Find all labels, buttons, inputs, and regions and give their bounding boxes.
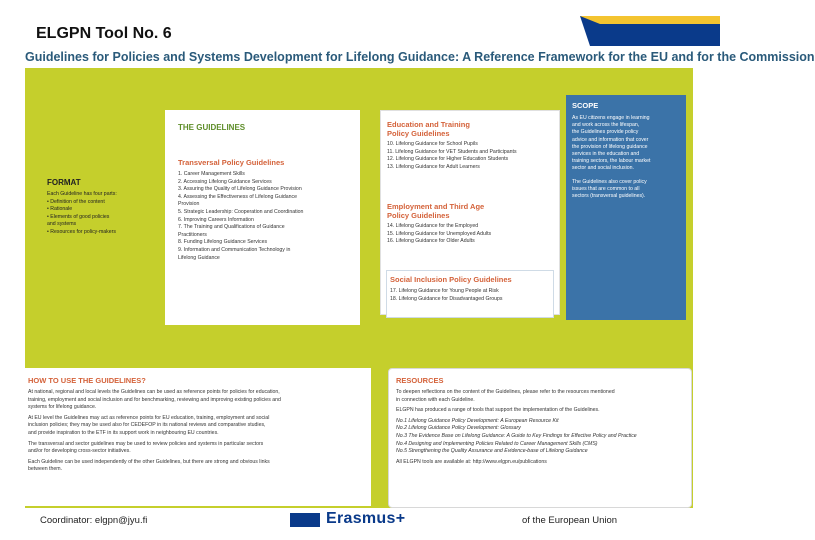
text-line: advice and information that cover [572,136,649,143]
text-line: sectors (transversal guidelines). [572,193,646,200]
text-line: and provide inspiration to the ETF in its support work in neighbouring EU countries. [28,429,219,436]
list-item: and systems [47,221,77,228]
guidelines-content [178,123,353,262]
text-line: No.3 The Evidence Base on Lifelong Guidance: A Guide to Key Findings for Effective Policy and Practice [396,432,637,439]
list-item: 1. Career Management Skills [178,171,245,177]
education-heading-2: Policy Guidelines [387,129,450,138]
how-to-use-text [28,389,368,474]
erasmus-logo [290,510,450,530]
education-section [387,120,557,171]
list-item: 18. Lifelong Guidance for Disadvantaged Groups [390,295,503,302]
list-item: • Resources for policy-makers [47,228,116,235]
list-item: 7. The Training and Qualifications of Guidance [178,224,285,231]
list-item: • Elements of good policies [47,213,110,220]
employment-section [387,202,557,246]
text-line: between them. [28,466,63,473]
text-line: the Guidelines provide policy [572,129,639,136]
list-item: 6. Improving Careers Information [178,216,254,223]
list-item: 15. Lifelong Guidance for Unemployed Adults [387,230,492,237]
list-item: Provision [178,201,200,208]
text-line: The Guidelines also cover policy [572,178,647,185]
list-item: 4. Assessing the Effectiveness of Lifelong Guidance [178,193,298,200]
text-line: the provision of lifelong guidance [572,143,648,150]
text-line: and/or for developing cross-sector initiatives. [28,448,131,455]
text-line: All ELGPN tools are available at: http://www.elgpn.eu/publications [396,458,547,465]
list-item: 12. Lifelong Guidance for Higher Education Students [387,156,509,163]
social-section [390,275,550,303]
list-item: 13. Lifelong Guidance for Adult Learners [387,163,480,170]
text-line: systems for lifelong guidance. [28,404,97,411]
list-item: Lifelong Guidance [178,254,220,261]
text-line: services in the education and [572,151,640,158]
education-heading: Education and Training [387,120,470,129]
text-line: in connection with each Guideline. [396,396,475,403]
how-to-use-section [28,376,368,474]
transversal-heading: Transversal Policy Guidelines [178,158,285,167]
scope-section [572,101,684,200]
list-item: 5. Strategic Leadership: Cooperation and Coordination [178,208,304,215]
transversal-list [178,171,353,262]
list-item: 17. Lifelong Guidance for Young People at Risk [390,288,499,294]
list-item: 14. Lifelong Guidance for the Employed [387,223,479,229]
list-item: • Rationale [47,206,73,213]
employment-heading-2: Policy Guidelines [387,211,450,220]
text-line: inclusion policies; they may be used also for CEDEFOP in its national reviews and comparative studies, [28,422,266,429]
text-line: issues that are common to all [572,185,640,192]
education-list [387,141,557,171]
text-line: sector and social inclusion. [572,165,634,172]
eu-funding-text: of the European Union [522,515,618,526]
list-item: 9. Information and Communication Technology in [178,246,291,253]
list-item: 3. Assuring the Quality of Lifelong Guidance Provision [178,186,302,193]
list-item: 8. Funding Lifelong Guidance Services [178,239,268,246]
list-item: 10. Lifelong Guidance for School Pupils [387,141,478,147]
text-line: At EU level the Guidelines may act as reference points for EU education, training, employment and social [28,414,270,421]
list-item: 2. Accessing Lifelong Guidance Services [178,178,272,185]
text-line: No.5 Strengthening the Quality Assurance and Evidence-base of Lifelong Guidance [396,448,588,455]
format-intro: Each Guideline has four parts: [47,191,117,197]
tool-title: ELGPN Tool No. 6 [36,25,172,42]
format-section [47,178,157,237]
list-item: 11. Lifelong Guidance for VET Students and Participants [387,148,517,155]
format-list [47,199,157,237]
resources-heading: RESOURCES [396,376,444,385]
corner-decoration [580,16,720,46]
list-item: • Definition of the content [47,198,105,205]
text-line: Each Guideline can be used independently of the other Guidelines, but there are strong and obvious links [28,458,270,465]
text-line: To deepen reflections on the content of the Guidelines, please refer to the resources mentioned [396,389,615,395]
text-line: No.4 Designing and Implementing Policies Related to Career Management Skills (CMS) [396,440,598,447]
scope-text-2 [572,179,684,201]
resources-text [396,389,688,466]
text-line: ELGPN has produced a range of tools that support the implementation of the Guidelines. [396,407,600,414]
scope-text [572,115,684,173]
guidelines-heading: THE GUIDELINES [178,123,246,132]
social-heading: Social Inclusion Policy Guidelines [390,275,512,284]
coordinator-email: Coordinator: elgpn@jyu.fi [40,515,148,526]
scope-heading: SCOPE [572,101,599,110]
text-line: training sectors, the labour market [572,158,651,165]
list-item: 16. Lifelong Guidance for Older Adults [387,238,475,245]
social-list [390,288,550,303]
list-item: Practitioners [178,231,207,238]
text-line: and work across the lifespan, [572,122,640,129]
text-line: No.2 Lifelong Guidance Policy Development: Glossary [396,425,521,432]
text-line: As EU citizens engage in learning [572,115,650,121]
eu-flag-icon [290,513,320,527]
text-line: The transversal and sector guidelines may be used to review policies and systems in particular sectors [28,440,264,447]
how-to-use-heading: HOW TO USE THE GUIDELINES? [28,376,146,385]
employment-heading: Employment and Third Age [387,202,485,211]
text-line: No.1 Lifelong Guidance Policy Development: A European Resource Kit [396,417,559,424]
erasmus-wordmark: Erasmus+ [326,510,406,527]
poster-subtitle: Guidelines for Policies and Systems Development for Lifelong Guidance: A Reference Framework for the EU and for the Commission [25,50,815,64]
format-heading: FORMAT [47,178,81,187]
employment-list [387,223,557,246]
text-line: training, employment and social inclusion and for benchmarking, reviewing and improving existing policies and [28,396,281,403]
text-line: At national, regional and local levels the Guidelines can be used as reference points for policies for education, [28,389,280,395]
resources-section [396,376,688,466]
